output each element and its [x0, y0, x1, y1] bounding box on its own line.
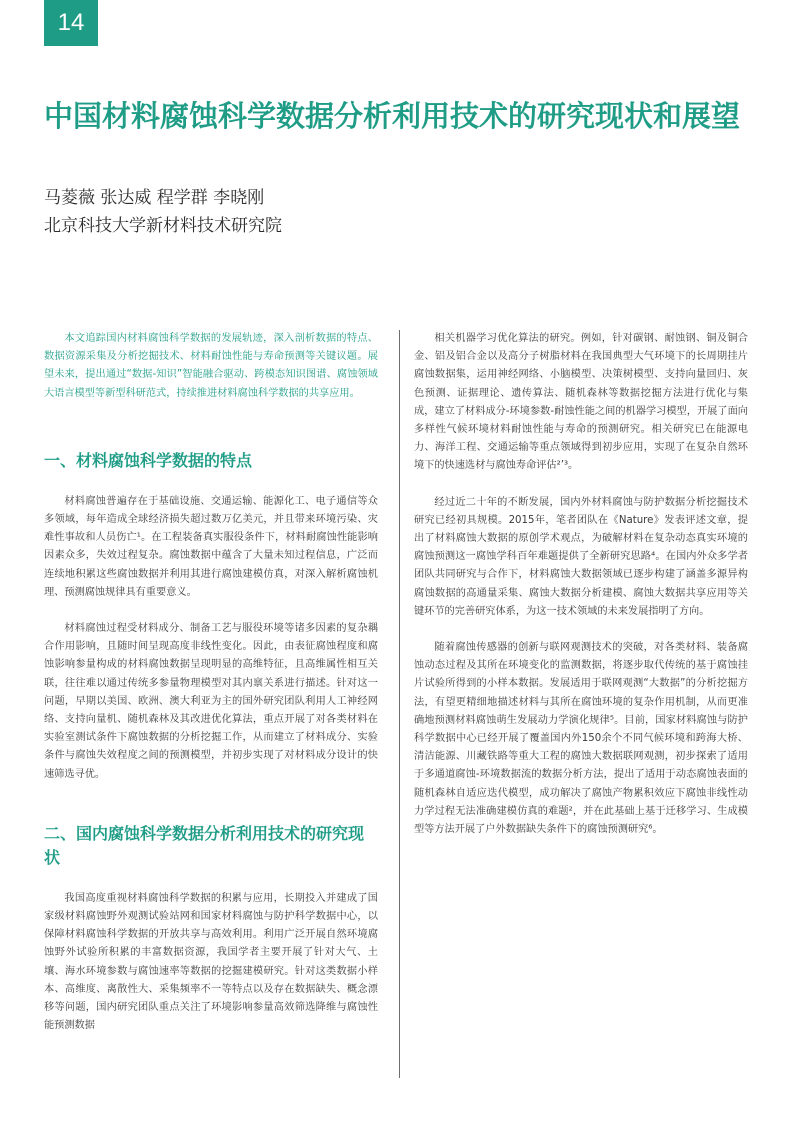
right-paragraph-2: 经过近二十年的不断发展，国内外材料腐蚀与防护数据分析挖掘技术研究已经初具规模。2015年，笔者团队在《Nature》发表评述文章，提出了材料腐蚀大数据的原创学术观点，为破解材料在复杂动态真实环境的腐蚀预测这一腐蚀学科百年难题提供了全新研究思路⁴。在国内外众多学者团队共同研究与合作下，材料腐蚀大数据领域已逐步构建了涵盖多源异构腐蚀数据的高通量采集、腐蚀大数据分析建模、腐蚀大数据共享应用等关键环节的完善研究体系，为这一技术领域的未来发展指明了方向。: [414, 496, 748, 617]
author-list: 马菱薇 张达威 程学群 李晓刚: [44, 188, 265, 208]
section-2-paragraph-1: 我国高度重视材料腐蚀科学数据的积累与应用，长期投入并建成了国家级材料腐蚀野外观测试验站网和国家材料腐蚀与防护科学数据中心，以保障材料腐蚀科学数据的开放共享与高效利用。利用广泛开展自然环境腐蚀野外试验所积累的丰富数据资源，我国学者主要开展了针对大气、土壤、海水环境参数与腐蚀速率等数据的挖掘建模研究。针对这类数据小样本、高维度、离散性大、采集频率不一等特点以及存在数据缺失、概念漂移等问题，国内研究团队重点关注了环境影响参量高效筛选降维与腐蚀性能预测数据: [44, 892, 378, 1032]
article-title: 中国材料腐蚀科学数据分析利用技术的研究现状和展望: [44, 99, 741, 133]
section-1-paragraph-2: 材料腐蚀过程受材料成分、制备工艺与服役环境等诸多因素的复杂耦合作用影响，且随时间呈现高度非线性变化。因此，由表征腐蚀程度和腐蚀影响参量构成的材料腐蚀数据呈现明显的高维特征，且高维属性相互关联，往往难以通过传统多参量物理模型对其内禀关系进行描述。针对这一问题，早期以美国、欧洲、澳大利亚为主的国外研究团队利用人工神经网络、支持向量机、随机森林及其改进优化算法，重点开展了对各类材料在实验室测试条件下腐蚀数据的分析挖掘工作，从而建立了材料成分、实验条件与腐蚀失效程度之间的预测模型，并初步实现了对材料成分设计的快速筛选寻优。: [44, 623, 378, 780]
section-1-paragraph-1: 材料腐蚀普遍存在于基础设施、交通运输、能源化工、电子通信等众多领域，每年造成全球经济损失超过数万亿美元，并且带来环境污染、灾难性事故和人员伤亡¹。在工程装备真实服役条件下，材料耐腐蚀性能影响因素众多，失效过程复杂。腐蚀数据中蕴含了大量未知过程信息，广泛而连续地积累这些腐蚀数据并利用其进行腐蚀建模仿真，对深入解析腐蚀机理、预测腐蚀规律具有重要意义。: [44, 495, 378, 598]
abstract: 本文追踪国内材料腐蚀科学数据的发展轨迹，深入剖析数据的特点、数据资源采集及分析挖掘技术、材料耐蚀性能与寿命预测等关键议题。展望未来，提出通过“数据-知识”智能融合驱动、跨模态知识图谱、腐蚀领域大语言模型等新型科研范式，持续推进材料腐蚀科学数据的共享应用。: [44, 333, 378, 399]
section-heading-2: 二、国内腐蚀科学数据分析利用技术的研究现状: [44, 823, 365, 867]
column-divider: [399, 330, 400, 1078]
right-column: [414, 330, 748, 857]
section-heading-1: 一、材料腐蚀科学数据的特点: [44, 450, 253, 470]
left-column: [44, 330, 378, 1053]
page-number-badge: 14: [44, 0, 98, 46]
author-affiliation: 北京科技大学新材料技术研究院: [44, 216, 282, 236]
right-paragraph-1: 相关机器学习优化算法的研究。例如，针对碳钢、耐蚀钢、铜及铜合金、铝及铝合金以及高分子树脂材料在我国典型大气环境下的长周期挂片腐蚀数据集，运用神经网络、小脑模型、决策树模型、支持向量回归、灰色预测、证据理论、遗传算法、随机森林等数据挖掘方法进行优化与集成，建立了材料成分-环境参数-耐蚀性能之间的机器学习模型，开展了面向多样性气候环境材料耐蚀性能与寿命的预测研究。相关研究已在能源电力、海洋工程、交通运输等重点领域得到初步应用，实现了在复杂自然环境下的快速选材与腐蚀寿命评估²ʼ³。: [414, 333, 748, 472]
right-paragraph-3: 随着腐蚀传感器的创新与联网观测技术的突破，对各类材料、装备腐蚀动态过程及其所在环境变化的监测数据，将逐步取代传统的基于腐蚀挂片试验所得到的小样本数据。发展适用于联网观测“大数据”的分析挖掘方法，有望更精细地描述材料与其所在腐蚀环境的复杂作用机制，从而更准确地预测材料腐蚀萌生发展动力学演化规律⁵。目前，国家材料腐蚀与防护科学数据中心已经开展了覆盖国内外150余个不同气候环境和跨海大桥、清洁能源、川藏铁路等重大工程的腐蚀大数据联网观测，初步探索了适用于多通道腐蚀-环境数据流的数据分析方法，提出了适用于动态腐蚀表面的随机森林自适应迭代模型，成功解决了腐蚀产物累积效应下腐蚀非线性动力学过程无法准确建模仿真的难题²，并在此基础上基于迁移学习、生成模型等方法开展了户外数据缺失条件下的腐蚀预测研究⁶。: [414, 642, 748, 836]
